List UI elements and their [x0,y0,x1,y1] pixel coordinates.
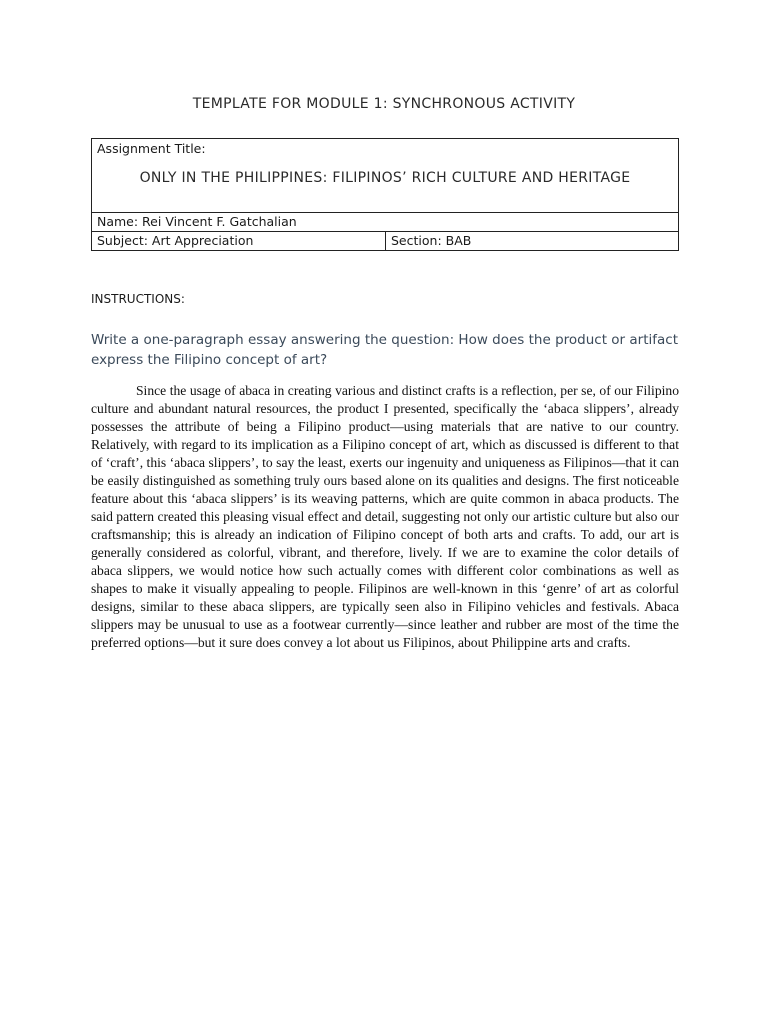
assignment-cell [92,139,679,213]
subject-section-row [92,232,679,251]
name-row [92,213,679,232]
essay-question: Write a one-paragraph essay answering the question: How does the product or artifact express the Filipino concept of art? [91,332,678,368]
assignment-title: ONLY IN THE PHILIPPINES: FILIPINOS’ RICH CULTURE AND HERITAGE [139,170,631,186]
assignment-label: Assignment Title: [97,141,206,156]
subject-cell: Subject: Art Appreciation [92,232,386,251]
essay-paragraph: Since the usage of abaca in creating various and distinct crafts is a reflection, per se, of our Filipino culture and abundant natural resources, the product I presented, specifically the ‘abaca slippers’, already possesses the attribute of being a Filipino product—using materials that are native to our country. Relatively, with regard to its implication as a Filipino concept of art, which as discussed is different to that of ‘craft’, this ‘abaca slippers’, to say the least, exerts our ingenuity and uniqueness as Filipinos—that it can be easily distinguished as something truly ours based alone on its qualities and designs. The first noticeable feature about this ‘abaca slippers’ is its weaving patterns, which are quite common in abaca products. The said pattern created this pleasing visual effect and detail, suggesting not only our artistic culture but also our craftsmanship; this is already an indication of Filipino concept of both arts and crafts. To add, our art is generally considered as colorful, vibrant, and therefore, lively. If we are to examine the color details of abaca slippers, we would notice how such actually comes with different color combinations as well as shapes to make it visually appealing to people. Filipinos are well-known in this ‘genre’ of art as colorful designs, similar to these abaca slippers, are typically seen also in Filipino vehicles and festivals. Abaca slippers may be unusual to use as a footwear currently—since leather and rubber are most of the time the preferred options—but it sure does convey a lot about us Filipinos, about Philippine arts and crafts. [91,383,679,650]
instructions-label: INSTRUCTIONS: [91,292,185,306]
document-title: TEMPLATE FOR MODULE 1: SYNCHRONOUS ACTIVITY [192,96,576,112]
name-cell: Name: Rei Vincent F. Gatchalian [92,213,679,232]
assignment-info-table [91,138,679,251]
assignment-row [92,139,679,213]
section-cell: Section: BAB [386,232,679,251]
